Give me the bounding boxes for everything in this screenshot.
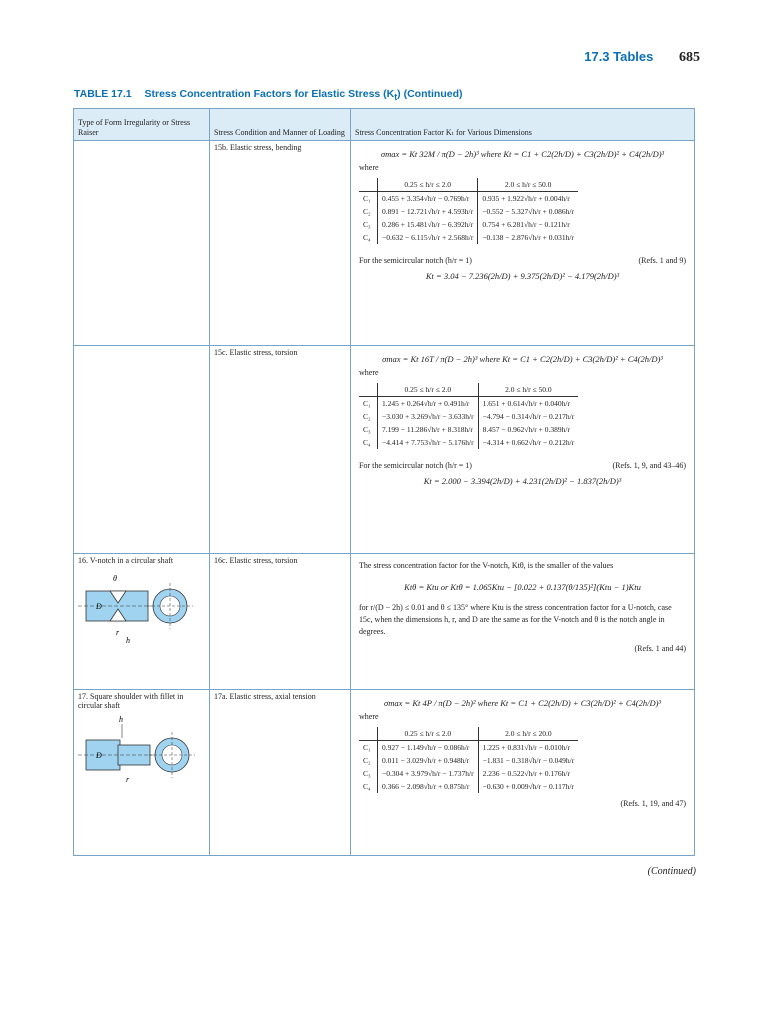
stress-table — [73, 108, 695, 856]
table-header-row — [74, 109, 695, 141]
col-type: Type of Form Irregularity or Stress Raiser — [74, 109, 210, 141]
coef-value: 1.225 + 0.831√h/r − 0.010h/r — [482, 743, 570, 752]
coef-value: −3.030 + 3.269√h/r − 3.633h/r — [378, 410, 479, 423]
coef-value: −4.314 + 0.662√h/r − 0.212h/r — [482, 438, 575, 447]
coef-value: −0.630 + 0.009√h/r − 0.117h/r — [482, 782, 574, 791]
condition-text-16: for r/(D − 2h) ≤ 0.01 and θ ≤ 135° where Ktu is the stress concentration factor for a U-notch, case 15c, when the dimensions h, r, and D are the same as for the V-notch and θ is the notch angle in degrees. — [359, 603, 672, 636]
notch-line-15c — [359, 461, 686, 470]
coef-value: 0.927 − 1.149√h/r − 0.086h/r — [378, 741, 479, 755]
col-condition: Stress Condition and Manner of Loading — [210, 109, 351, 141]
notch-line-15b — [359, 256, 686, 265]
table-title — [74, 88, 462, 102]
svg-text:r: r — [116, 628, 120, 637]
coef-value: −0.552 − 5.327√h/r + 0.086h/r — [482, 207, 574, 216]
type-17-text: 17. Square shoulder with fillet in circular shaft — [78, 692, 184, 710]
equation-15b: σmax = Kt 32M / π(D − 2h)³ where Kt = C1 + C2(2h/D) + C3(2h/D)² + C4(2h/D)³ — [380, 149, 665, 159]
type-cell-empty — [74, 141, 210, 346]
svg-text:θ: θ — [113, 574, 117, 583]
factor-15c — [351, 346, 695, 554]
coef-value: 1.245 + 0.264√h/r + 0.491h/r — [378, 397, 479, 411]
svg-text:h: h — [119, 715, 123, 724]
refs: (Refs. 1, 9, and 43–46) — [612, 461, 686, 470]
col-factor: Stress Concentration Factor Kₜ for Various Dimensions — [351, 109, 695, 141]
factor-17 — [351, 690, 695, 856]
range-head: 0.25 ≤ h/r ≤ 2.0 — [378, 178, 478, 192]
coef-table-17 — [359, 727, 578, 793]
type-17 — [74, 690, 210, 856]
kt-15c: Kt = 2.000 − 3.394(2h/D) + 4.231(2h/D)² − 1.837(2h/D)³ — [423, 476, 622, 486]
coef-label: C₃ — [359, 767, 378, 780]
coef-value: 2.236 − 0.522√h/r + 0.176h/r — [482, 769, 570, 778]
continued-label: (Continued) — [647, 866, 696, 877]
condition-17: 17a. Elastic stress, axial tension — [210, 690, 351, 856]
type-16 — [74, 554, 210, 690]
intro-16: The stress concentration factor for the V-notch, Ktθ, is the smaller of the values — [359, 561, 614, 570]
factor-15b — [351, 141, 695, 346]
coef-label: C₄ — [359, 780, 378, 793]
type-cell-empty — [74, 346, 210, 554]
table-row — [74, 141, 695, 346]
coef-value: −1.831 − 0.318√h/r − 0.049h/r — [482, 756, 575, 765]
coef-value: −4.414 + 7.753√h/r − 5.176h/r — [378, 436, 479, 449]
coef-value: 0.366 − 2.098√h/r + 0.875h/r — [378, 780, 479, 793]
coef-value: 1.651 + 0.614√h/r + 0.040h/r — [482, 399, 570, 408]
coef-value: 0.455 + 3.354√h/r − 0.769h/r — [378, 192, 478, 206]
where-17: where — [359, 712, 379, 721]
coef-value: 0.011 − 3.029√h/r + 0.948h/r — [378, 754, 479, 767]
coef-label: C₁ — [359, 397, 378, 411]
coef-label: C₁ — [359, 741, 378, 755]
refs-17: (Refs. 1, 19, and 47) — [620, 799, 686, 808]
equation-16: Ktθ = Ktu or Ktθ = 1.065Ktu − [0.022 + 0.137(θ/135)²](Ktu − 1)Ktu — [404, 582, 641, 592]
type-16-text: 16. V-notch in a circular shaft — [78, 556, 174, 565]
where-15c: where — [359, 368, 379, 377]
notch-text: For the semicircular notch (h/r = 1) — [359, 256, 472, 265]
refs: (Refs. 1 and 9) — [638, 256, 686, 265]
coef-value: −4.794 − 0.314√h/r − 0.217h/r — [482, 412, 575, 421]
shoulder-figure — [78, 714, 205, 796]
svg-text:h: h — [126, 636, 130, 645]
table-title-tail: ) (Continued) — [397, 88, 463, 100]
notch-text: For the semicircular notch (h/r = 1) — [359, 461, 472, 470]
refs-16: (Refs. 1 and 44) — [634, 644, 686, 653]
coef-value: 8.457 − 0.962√h/r + 0.389h/r — [482, 425, 570, 434]
table-title-text: Stress Concentration Factors for Elastic Stress (K — [144, 88, 395, 100]
v-notch-figure — [78, 569, 205, 651]
coef-value: 0.754 + 6.281√h/r − 0.121h/r — [482, 220, 570, 229]
coef-value: −0.138 − 2.876√h/r + 0.031h/r — [482, 233, 574, 242]
coef-value: 0.891 − 12.721√h/r + 4.593h/r — [378, 205, 478, 218]
coef-table-15b — [359, 178, 578, 244]
coef-label: C₂ — [359, 205, 378, 218]
table-row — [74, 554, 695, 690]
svg-text:D: D — [96, 602, 102, 611]
table-row — [74, 690, 695, 856]
range-head: 0.25 ≤ h/r ≤ 2.0 — [378, 383, 479, 397]
coef-label: C₂ — [359, 754, 378, 767]
coef-value: 0.935 + 1.922√h/r + 0.004h/r — [482, 194, 570, 203]
coef-label: C₄ — [359, 231, 378, 244]
coef-value: 0.286 + 15.481√h/r − 6.392h/r — [378, 218, 478, 231]
equation-15c: σmax = Kt 16T / π(D − 2h)³ where Kt = C1 + C2(2h/D) + C3(2h/D)² + C4(2h/D)³ — [382, 354, 663, 364]
running-header — [584, 49, 700, 66]
range-head: 0.25 ≤ h/r ≤ 2.0 — [378, 727, 479, 741]
table-row — [74, 346, 695, 554]
coef-table-15c — [359, 383, 578, 449]
range-head: 2.0 ≤ h/r ≤ 20.0 — [478, 727, 578, 741]
coef-value: 7.199 − 11.286√h/r + 8.318h/r — [378, 423, 479, 436]
coef-value: −0.304 + 3.979√h/r − 1.737h/r — [378, 767, 479, 780]
coef-value: −0.632 − 6.115√h/r + 2.568h/r — [378, 231, 478, 244]
condition-16: 16c. Elastic stress, torsion — [210, 554, 351, 690]
coef-label: C₂ — [359, 410, 378, 423]
coef-label: C₄ — [359, 436, 378, 449]
range-head: 2.0 ≤ h/r ≤ 50.0 — [478, 178, 578, 192]
condition-15b: 15b. Elastic stress, bending — [210, 141, 351, 346]
svg-text:D: D — [96, 751, 102, 760]
where-15b: where — [359, 163, 379, 172]
factor-16 — [351, 554, 695, 690]
table-title-sub: t — [394, 92, 398, 103]
coef-label: C₃ — [359, 423, 378, 436]
svg-text:r: r — [126, 775, 130, 784]
section-title: 17.3 Tables — [584, 49, 654, 64]
condition-15c: 15c. Elastic stress, torsion — [210, 346, 351, 554]
range-head: 2.0 ≤ h/r ≤ 50.0 — [478, 383, 578, 397]
page-number: 685 — [679, 50, 700, 65]
table-number: TABLE 17.1 — [74, 88, 132, 100]
kt-15b: Kt = 3.04 − 7.236(2h/D) + 9.375(2h/D)² − 4.179(2h/D)³ — [425, 271, 620, 281]
coef-label: C₁ — [359, 192, 378, 206]
equation-17: σmax = Kt 4P / π(D − 2h)² where Kt = C1 + C2(2h/D) + C3(2h/D)² + C4(2h/D)³ — [384, 698, 661, 708]
coef-label: C₃ — [359, 218, 378, 231]
